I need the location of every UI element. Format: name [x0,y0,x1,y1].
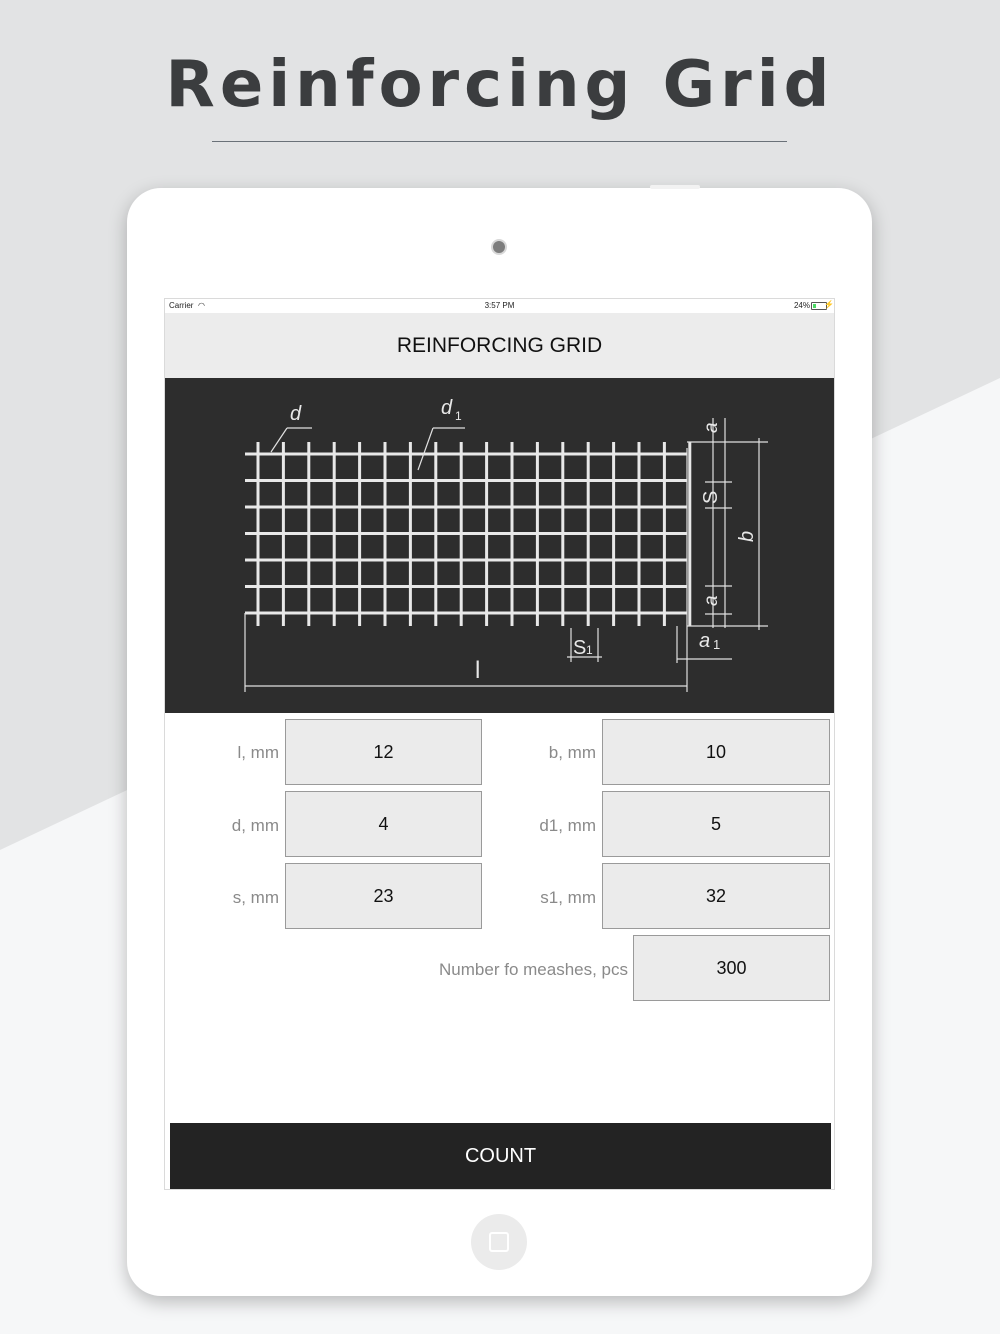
label-a1-sub: 1 [713,637,721,652]
s1-label: s1, mm [540,888,596,907]
label-s: S [700,490,722,504]
label-a-bottom: a [701,595,722,606]
label-b: b [736,530,758,542]
promo-title: Reinforcing Grid [165,48,835,122]
label-l: l [475,657,481,684]
s1-input[interactable] [602,863,830,929]
d-input[interactable] [285,791,482,857]
nav-bar [165,313,834,378]
status-bar [165,299,834,313]
label-a-top: a [701,422,722,433]
d1-label: d1, mm [539,816,596,835]
meshes-count-input[interactable] [633,935,830,1001]
battery-percent: 24% [793,301,810,310]
l-label: l, mm [237,743,279,762]
home-square-icon [489,1232,509,1252]
status-time: 3:57 PM [484,301,515,310]
label-s1: S [573,637,587,659]
wifi-icon: ◠ [198,301,205,310]
b-label: b, mm [548,743,596,762]
label-a1: a [699,630,711,652]
app-screen [164,298,835,1190]
label-d1: d [441,397,453,419]
label-d: d [290,403,302,425]
camera-icon [493,241,505,253]
grid-diagram [165,378,834,713]
charging-icon: ⚡ [824,300,834,309]
label-d1-sub: 1 [455,409,462,423]
count-button[interactable]: COUNT [170,1123,831,1189]
nav-title: REINFORCING GRID [396,333,603,357]
l-input[interactable] [285,719,482,785]
d1-input[interactable] [602,791,830,857]
s-label: s, mm [232,888,279,907]
meshes-count-label: Number fo meashes, pcs [439,960,628,979]
d-label: d, mm [231,816,279,835]
b-input[interactable] [602,719,830,785]
label-s1-sub: 1 [586,643,593,657]
s-input[interactable] [285,863,482,929]
home-button [471,1214,527,1270]
tablet-power-button [650,185,700,189]
carrier-label: Carrier [169,301,194,310]
promo-divider [212,141,787,142]
